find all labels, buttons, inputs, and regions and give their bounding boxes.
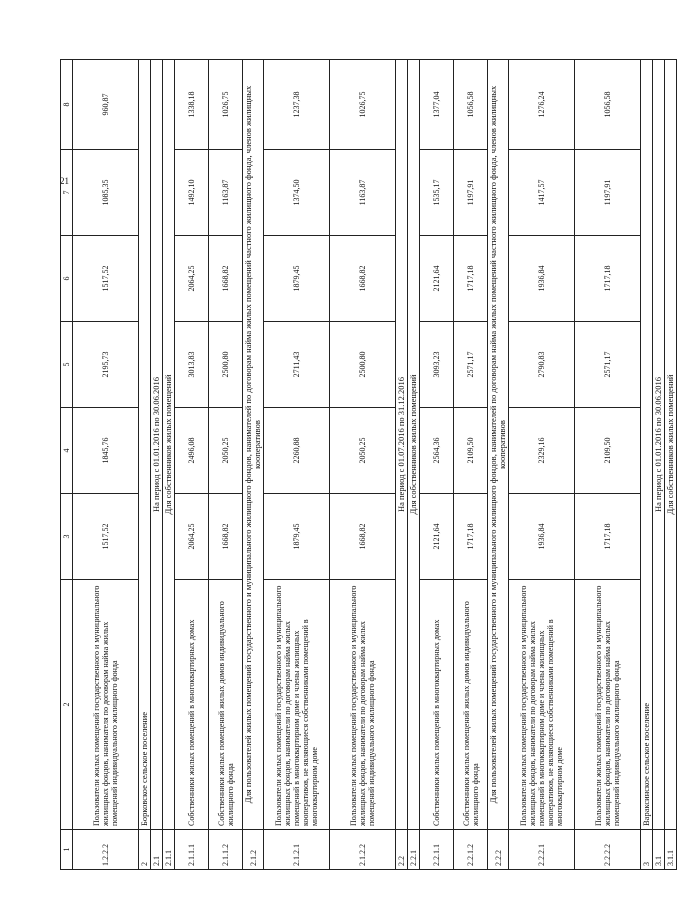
page-number: 21 [60, 176, 69, 186]
row-label: Собственники жилых помещений жилых домов индивидуального жилищного фонда [454, 580, 488, 830]
row-code: 2.2.1.1 [420, 830, 454, 870]
row-label: Пользователи жилых помещений государственного и муниципального жилищных фондов, наниматели по договорам найма жилых помещений индивидуального жилищного фонда [330, 580, 396, 830]
row-code: 3.1.1 [665, 830, 677, 870]
value-cell: 1717,18 [454, 236, 488, 322]
value-cell: 2109,50 [575, 408, 641, 494]
row-code: 2.2.2.2 [575, 830, 641, 870]
column-number-8: 8 [61, 60, 73, 150]
value-cell: 2050,25 [330, 408, 396, 494]
period-heading: Для собственников жилых помещений [665, 60, 677, 830]
value-cell: 1517,52 [73, 236, 139, 322]
value-cell: 1535,17 [420, 150, 454, 236]
value-cell: 1026,75 [330, 60, 396, 150]
row-code: 2.1.1.2 [209, 830, 243, 870]
row-code: 2.1.2.1 [264, 830, 330, 870]
table-row [139, 60, 151, 870]
table-row [209, 60, 243, 870]
row-code: 2.1.2.2 [330, 830, 396, 870]
table-row [488, 60, 509, 870]
value-cell: 2564,36 [420, 408, 454, 494]
value-cell: 2064,25 [175, 236, 209, 322]
rotated-table-wrapper [60, 60, 675, 870]
table-row [420, 60, 454, 870]
section-title: Вараксинское сельское поселение [641, 60, 653, 830]
table-row [264, 60, 330, 870]
period-heading: Для пользователей жилых помещений государственного и муниципального жилищного фондов, нанимателей по договорам найма жилых помещений частного жилищного фонда, членов жилищных кооперативов [243, 60, 264, 830]
row-code: 2.1.1 [163, 830, 175, 870]
value-cell: 960,87 [73, 60, 139, 150]
value-cell: 1668,82 [330, 236, 396, 322]
column-number-5: 5 [61, 322, 73, 408]
value-cell: 1197,91 [575, 150, 641, 236]
table-row [73, 60, 139, 870]
row-code: 2.2.1 [408, 830, 420, 870]
value-cell: 1197,91 [454, 150, 488, 236]
value-cell: 1879,45 [264, 494, 330, 580]
value-cell: 2121,64 [420, 236, 454, 322]
table-row [163, 60, 175, 870]
table-row [641, 60, 653, 870]
row-code: 3 [641, 830, 653, 870]
row-code: 2.2.2 [488, 830, 509, 870]
period-heading: На период с 01.07.2016 по 31.12.2016 [396, 60, 408, 830]
column-number-7: 7 [61, 150, 73, 236]
value-cell: 1237,38 [264, 60, 330, 150]
value-cell: 2571,17 [575, 322, 641, 408]
column-number-2: 2 [61, 580, 73, 830]
period-heading: Для пользователей жилых помещений государственного и муниципального жилищного фондов, нанимателей по договорам найма жилых помещений частного жилищного фонда, членов жилищных кооперативов [488, 60, 509, 830]
period-heading: На период с 01.01.2016 по 30.06.2016 [653, 60, 665, 830]
row-code: 2.1.2 [243, 830, 264, 870]
value-cell: 1338,18 [175, 60, 209, 150]
value-cell: 2109,50 [454, 408, 488, 494]
row-code: 1.2.2.2 [73, 830, 139, 870]
table-row [509, 60, 575, 870]
value-cell: 3013,83 [175, 322, 209, 408]
value-cell: 3093,23 [420, 322, 454, 408]
row-label: Пользователи жилых помещений государственного и муниципального жилищных фондов, наниматели по договорам найма жилых помещений в многоквартирном доме и члены жилищных кооперативов, не являющиеся собственниками помещений в многоквартирном доме [264, 580, 330, 830]
row-code: 2.2.2.1 [509, 830, 575, 870]
value-cell: 1936,84 [509, 236, 575, 322]
row-label: Собственники жилых помещений в многоквартирных домах [420, 580, 454, 830]
value-cell: 2329,16 [509, 408, 575, 494]
row-label: Собственники жилых помещений в многоквартирных домах [175, 580, 209, 830]
row-code: 3.1 [653, 830, 665, 870]
value-cell: 2496,08 [175, 408, 209, 494]
table-row [330, 60, 396, 870]
table-row [575, 60, 641, 870]
value-cell: 1085,35 [73, 150, 139, 236]
value-cell: 2050,25 [209, 408, 243, 494]
value-cell: 1717,18 [575, 236, 641, 322]
table-row [408, 60, 420, 870]
row-code: 2 [139, 830, 151, 870]
value-cell: 1492,10 [175, 150, 209, 236]
table-row [396, 60, 408, 870]
column-number-1: 1 [61, 830, 73, 870]
table-row [243, 60, 264, 870]
column-number-6: 6 [61, 236, 73, 322]
row-label: Пользователи жилых помещений государственного и муниципального жилищных фондов, наниматели по договорам найма жилых помещений индивидуального жилищного фонда [575, 580, 641, 830]
value-cell: 1668,82 [209, 494, 243, 580]
row-code: 2.2.1.2 [454, 830, 488, 870]
row-code: 2.1.1.1 [175, 830, 209, 870]
row-label: Пользователи жилых помещений государственного и муниципального жилищных фондов, наниматели по договорам найма жилых помещений в многоквартирном доме и члены жилищных кооперативов, не являющиеся собственниками помещений в многоквартирном доме [509, 580, 575, 830]
value-cell: 1026,75 [209, 60, 243, 150]
value-cell: 1668,82 [209, 236, 243, 322]
period-heading: Для собственников жилых помещений [163, 60, 175, 830]
value-cell: 2571,17 [454, 322, 488, 408]
value-cell: 1936,84 [509, 494, 575, 580]
period-heading: На период с 01.01.2016 по 30.06.2016 [151, 60, 163, 830]
table-row [653, 60, 665, 870]
value-cell: 2064,25 [175, 494, 209, 580]
value-cell: 2790,83 [509, 322, 575, 408]
value-cell: 2195,73 [73, 322, 139, 408]
value-cell: 2500,80 [330, 322, 396, 408]
value-cell: 2260,88 [264, 408, 330, 494]
value-cell: 1717,18 [575, 494, 641, 580]
value-cell: 1056,58 [575, 60, 641, 150]
value-cell: 1056,58 [454, 60, 488, 150]
row-code: 2.1 [151, 830, 163, 870]
period-heading: Для собственников жилых помещений [408, 60, 420, 830]
value-cell: 1163,87 [209, 150, 243, 236]
value-cell: 1377,04 [420, 60, 454, 150]
value-cell: 1517,52 [73, 494, 139, 580]
value-cell: 2500,80 [209, 322, 243, 408]
value-cell: 2711,43 [264, 322, 330, 408]
value-cell: 1668,82 [330, 494, 396, 580]
value-cell: 1163,87 [330, 150, 396, 236]
value-cell: 2121,64 [420, 494, 454, 580]
value-cell: 1374,50 [264, 150, 330, 236]
table-row [151, 60, 163, 870]
section-title: Борковское сельское поселение [139, 60, 151, 830]
row-label: Собственники жилых помещений жилых домов индивидуального жилищного фонда [209, 580, 243, 830]
tariff-table [60, 59, 677, 870]
row-label: Пользователи жилых помещений государственного и муниципального жилищных фондов, нанимателя по договорам найма жилых помещений индивидуального жилищного фонда [73, 580, 139, 830]
value-cell: 1417,57 [509, 150, 575, 236]
row-code: 2.2 [396, 830, 408, 870]
value-cell: 1879,45 [264, 236, 330, 322]
value-cell: 1717,18 [454, 494, 488, 580]
value-cell: 1276,24 [509, 60, 575, 150]
table-row [175, 60, 209, 870]
table-row [454, 60, 488, 870]
column-number-3: 3 [61, 494, 73, 580]
value-cell: 1845,76 [73, 408, 139, 494]
column-number-4: 4 [61, 408, 73, 494]
column-number-row [61, 60, 73, 870]
table-row [665, 60, 677, 870]
